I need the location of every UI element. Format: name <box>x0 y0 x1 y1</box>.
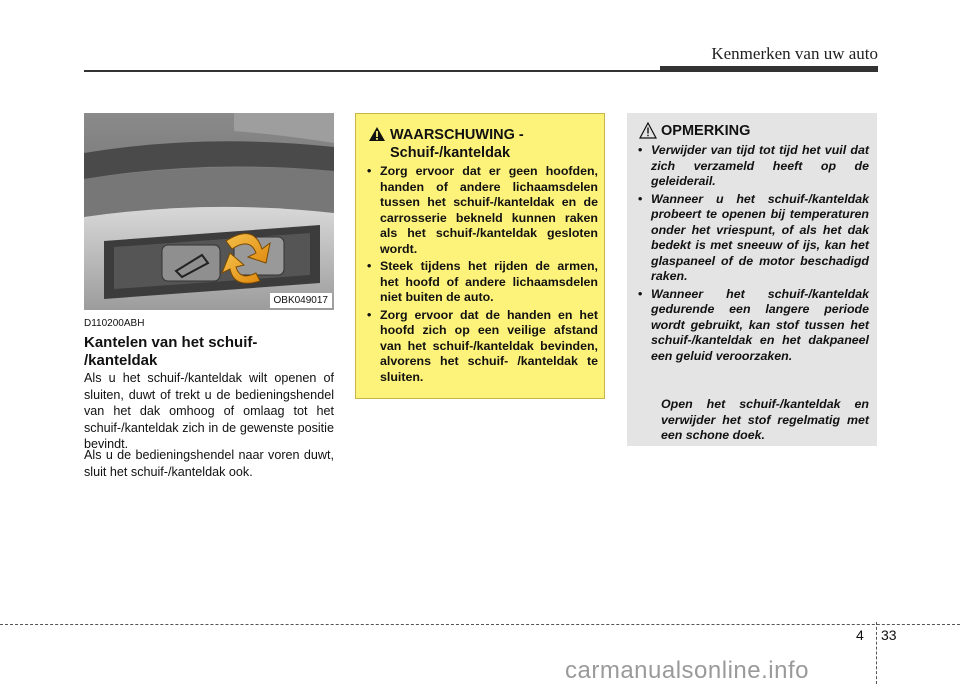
footer-divider <box>876 622 878 684</box>
footer-rule <box>0 624 960 625</box>
note-extra-text: Open het schuif-/kanteldak en verwijder het stof regelmatig met een schone doek. <box>661 397 869 442</box>
chapter-number: 4 <box>856 627 864 643</box>
warning-list <box>366 164 598 387</box>
section-title: Kantelen van het schuif- /kanteldak <box>84 334 258 369</box>
page-number: 33 <box>881 627 897 643</box>
watermark: carmanualsonline.info <box>565 657 809 684</box>
warning-item: • Zorg ervoor dat de handen en het hoofd zich op een veilige afstand van het schuif-/kanteldak bevinden, alvorens het schuif- /kanteldak te sluiten. <box>367 307 598 384</box>
caution-triangle-outline-icon <box>639 122 657 144</box>
sunroof-control-photo <box>84 113 334 310</box>
photo-caption: OBK049017 <box>270 293 333 308</box>
note-list <box>637 143 869 366</box>
header-rule-accent <box>660 66 878 72</box>
warning-item: • Steek tijdens het rijden de armen, het hoofd of andere lichaamsdelen niet buiten de auto. <box>367 259 598 304</box>
body-paragraph-1: Als u het schuif-/kanteldak wilt openen of sluiten, duwt of trekt u de bedieningshendel van het dak omhoog of omlaag tot het schuif-/kanteldak zich in de gewenste positie bevindt. <box>84 371 334 451</box>
running-header: Kenmerken van uw auto <box>711 44 878 63</box>
note-box <box>627 113 877 446</box>
note-title: OPMERKING <box>661 123 751 139</box>
note-item: • Wanneer het schuif-/kanteldak gedurende een langere periode wordt gebruikt, kan stof tussen het schuif-/kanteldak en het dakpaneel een geluid veroorzaken. <box>638 286 869 363</box>
warning-box <box>355 113 605 399</box>
warning-title: WAARSCHUWING - Schuif-/kanteldak <box>390 127 524 161</box>
sunroof-console-illustration <box>84 113 334 310</box>
body-paragraph-2: Als u de bedieningshendel naar voren duwt, sluit het schuif-/kanteldak ook. <box>84 448 334 479</box>
warning-triangle-icon <box>368 126 386 147</box>
note-item: • Wanneer u het schuif-/kanteldak probeert te openen bij temperaturen onder het vriespunt, of als het dak bedekt is met sneeuw of ijs, kan het glaspaneel of de motor beschadigd raken. <box>638 191 869 283</box>
section-code: D110200ABH <box>84 318 145 329</box>
note-item: • Verwijder van tijd tot tijd het vuil dat zich verzameld heeft op de geleiderail. <box>638 143 869 188</box>
warning-item: • Zorg ervoor dat er geen hoofden, handen of andere lichaamsdelen tussen het schuif-/kanteldak en de carrosserie bekneld kunnen raken als het schuif-/kanteldak gesloten wordt. <box>367 164 598 256</box>
